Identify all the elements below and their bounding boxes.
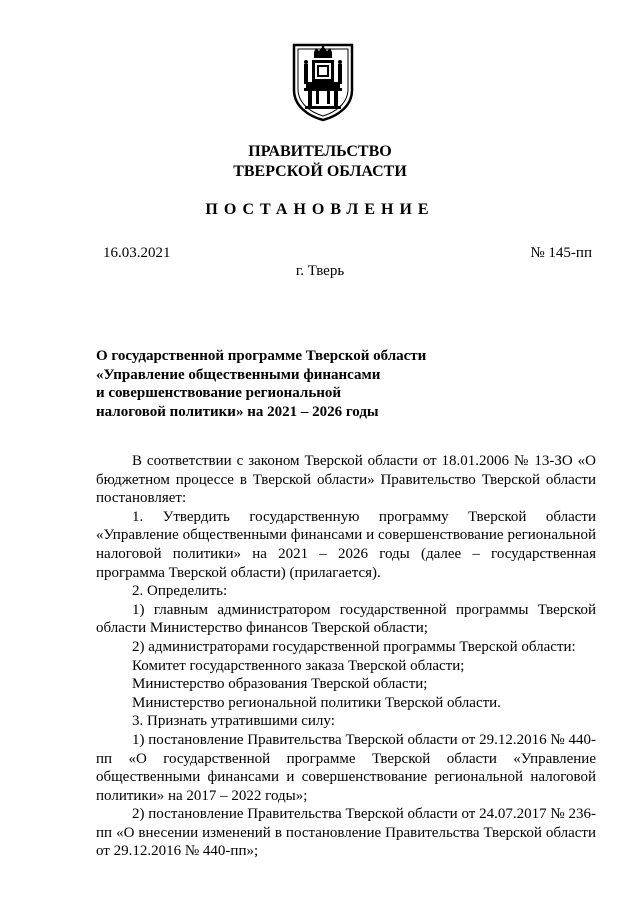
subject-line: и совершенствование региональной — [96, 385, 342, 401]
document-body — [96, 452, 596, 861]
document-number: № 145-пп — [530, 245, 592, 261]
subject-line: «Управление общественными финансами — [96, 366, 381, 383]
body-paragraph: Министерство образования Тверской области; — [132, 676, 428, 693]
government-title-line2: ТВЕРСКОЙ ОБЛАСТИ — [233, 163, 407, 180]
subject-line: О государственной программе Тверской области — [96, 348, 427, 364]
body-paragraph: Министерство региональной политики Тверской области. — [132, 694, 501, 711]
body-paragraph: 2) постановление Правительства Тверской области от 24.07.2017 № 236-пп «О внесении изменений в постановление Правительства Тверской области от 29.12.2016 № 440-пп»; — [96, 806, 596, 860]
body-paragraph: 1) главным администратором государственной программы Тверской области Министерство финансов Тверской области; — [96, 601, 596, 637]
coat-of-arms-emblem — [290, 42, 356, 122]
body-paragraph: 2. Определить: — [132, 583, 228, 600]
document-date: 16.03.2021 — [103, 245, 171, 261]
body-paragraph: 1) постановление Правительства Тверской области от 29.12.2016 № 440-пп «О государственной программе Тверской области «Управление общественными финансами и совершенствование региональной налоговой политики» на 2017 – 2022 годы»; — [96, 731, 596, 804]
document-city: г. Тверь — [295, 263, 345, 279]
body-paragraph: Комитет государственного заказа Тверской области; — [132, 657, 465, 674]
body-paragraph: В соответствии с законом Тверской области от 18.01.2006 № 13-ЗО «О бюджетном процессе в Тверской области» Правительство Тверской области постановляет: — [96, 453, 596, 507]
document-type: ПОСТАНОВЛЕНИЕ — [205, 201, 435, 218]
document-subject — [96, 347, 516, 421]
body-paragraph: 3. Признать утратившими силу: — [132, 713, 335, 730]
body-paragraph: 2) администраторами государственной программы Тверской области: — [132, 638, 576, 655]
body-paragraph: 1. Утвердить государственную программу Тверской области «Управление общественными финансами и совершенствование региональной налоговой политики» на 2021 – 2026 годы (далее – государственная программа Тверской области) (прилагается). — [96, 508, 596, 581]
government-title-line1: ПРАВИТЕЛЬСТВО — [248, 143, 392, 160]
subject-line: налоговой политики» на 2021 – 2026 годы — [96, 403, 379, 420]
